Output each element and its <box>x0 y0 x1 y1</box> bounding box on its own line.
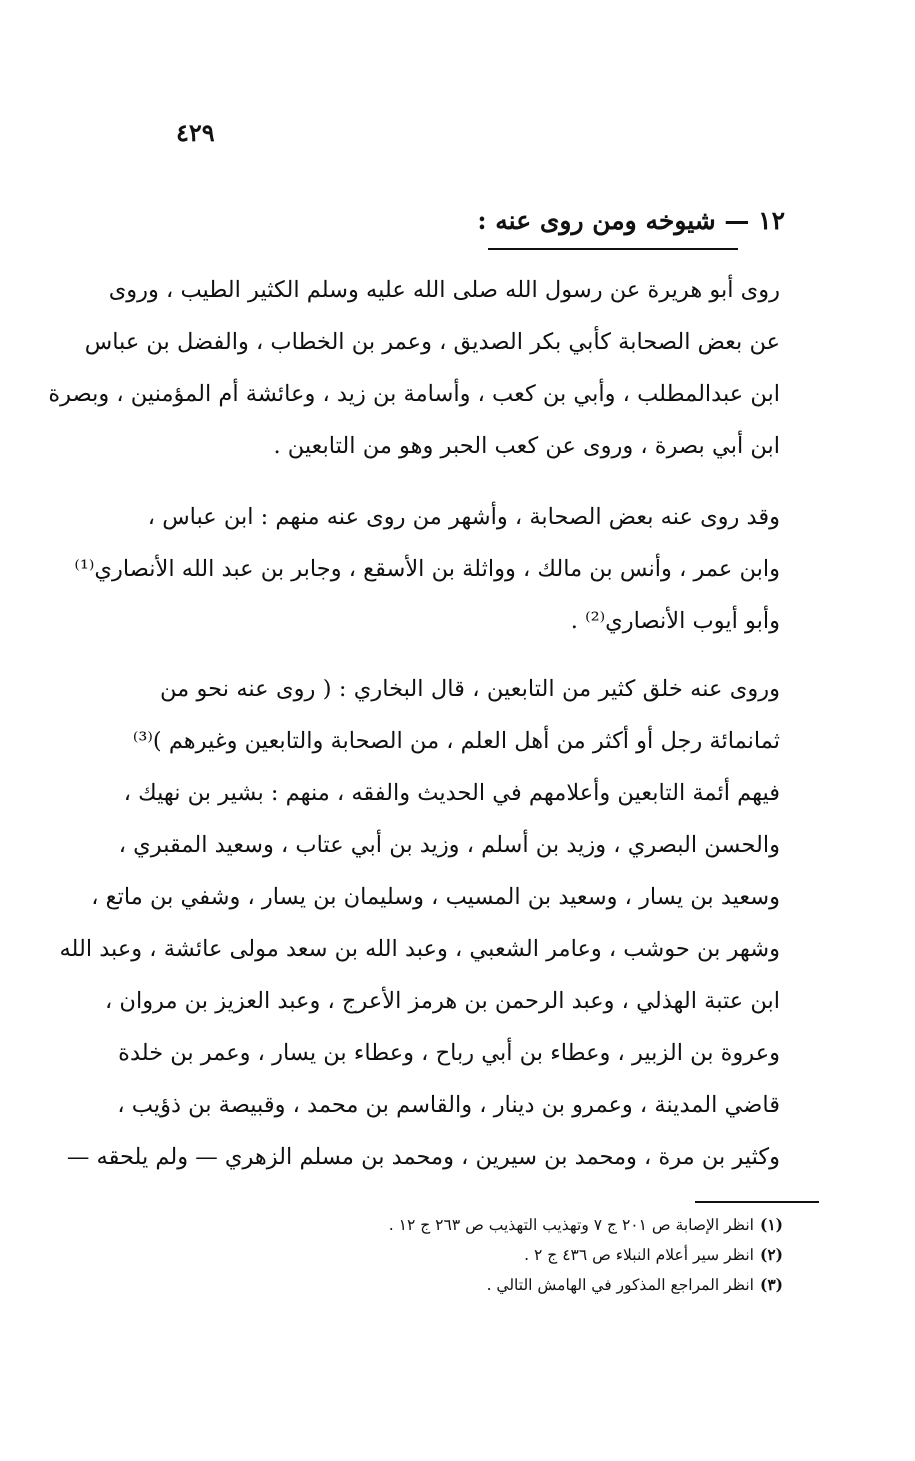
footnote-separator <box>695 1201 819 1203</box>
footnote-2 <box>243 1240 783 1270</box>
text-line: وعروة بن الزبير ، وعطاء بن أبي رباح ، وعطاء بن يسار ، وعمر بن خلدة <box>118 1040 780 1066</box>
footnote-3 <box>243 1270 783 1300</box>
footnote-number: (١) <box>759 1215 783 1234</box>
footnote-text: انظر المراجع المذكور في الهامش التالي . <box>486 1276 754 1294</box>
text-line: ابن عتبة الهذلي ، وعبد الرحمن بن هرمز الأعرج ، وعبد العزيز بن مروان ، <box>105 988 780 1014</box>
footnote-1 <box>243 1210 783 1240</box>
text-line: ثمانمائة رجل أو أكثر من أهل العلم ، من الصحابة والتابعين وغيرهم )⁽³⁾ <box>132 728 780 754</box>
text-line: روى أبو هريرة عن رسول الله صلى الله عليه وسلم الكثير الطيب ، وروى <box>108 277 780 303</box>
text-line: ابن عبدالمطلب ، وأبي بن كعب ، وأسامة بن زيد ، وعائشة أم المؤمنين ، وبصرة <box>48 381 780 407</box>
text-line: وأبو أيوب الأنصاري⁽²⁾ . <box>570 608 780 634</box>
text-line: وكثير بن مرة ، ومحمد بن سيرين ، ومحمد بن مسلم الزهري — ولم يلحقه — <box>66 1144 780 1170</box>
footnote-number: (٣) <box>759 1275 783 1294</box>
text-line: قاضي المدينة ، وعمرو بن دينار ، والقاسم بن محمد ، وقبيصة بن ذؤيب ، <box>117 1092 780 1118</box>
text-line: والحسن البصري ، وزيد بن أسلم ، وزيد بن أبي عتاب ، وسعيد المقبري ، <box>118 832 780 858</box>
text-line: عن بعض الصحابة كأبي بكر الصديق ، وعمر بن الخطاب ، والفضل بن عباس <box>84 329 780 355</box>
page-number: ٤٢٩ <box>176 118 215 147</box>
text-line: وروى عنه خلق كثير من التابعين ، قال البخاري : ( روى عنه نحو من <box>160 676 780 702</box>
footnotes <box>243 1210 783 1300</box>
section-heading: ١٢ — شيوخه ومن روى عنه : <box>477 206 785 235</box>
heading-underline <box>488 248 738 250</box>
paragraph-teachers <box>48 264 780 472</box>
text-line: فيهم أئمة التابعين وأعلامهم في الحديث والفقه ، منهم : بشير بن نهيك ، <box>123 780 780 806</box>
paragraph-companion-narrators <box>74 491 780 647</box>
text-line: ابن أبي بصرة ، وروى عن كعب الحبر وهو من التابعين . <box>273 433 780 459</box>
footnote-text: انظر الإصابة ص ٢٠١ ج ٧ وتهذيب التهذيب ص ٢٦٣ ج ١٢ . <box>388 1216 754 1234</box>
paragraph-follower-narrators <box>59 663 780 1183</box>
text-line: وشهر بن حوشب ، وعامر الشعبي ، وعبد الله بن سعد مولى عائشة ، وعبد الله <box>59 936 780 962</box>
footnote-number: (٢) <box>759 1245 783 1264</box>
footnote-text: انظر سير أعلام النبلاء ص ٤٣٦ ج ٢ . <box>524 1246 754 1264</box>
text-line: وقد روى عنه بعض الصحابة ، وأشهر من روى عنه منهم : ابن عباس ، <box>147 504 780 530</box>
text-line: وابن عمر ، وأنس بن مالك ، وواثلة بن الأسقع ، وجابر بن عبد الله الأنصاري⁽¹⁾ <box>74 556 780 582</box>
text-line: وسعيد بن يسار ، وسعيد بن المسيب ، وسليمان بن يسار ، وشفي بن ماتع ، <box>91 884 780 910</box>
